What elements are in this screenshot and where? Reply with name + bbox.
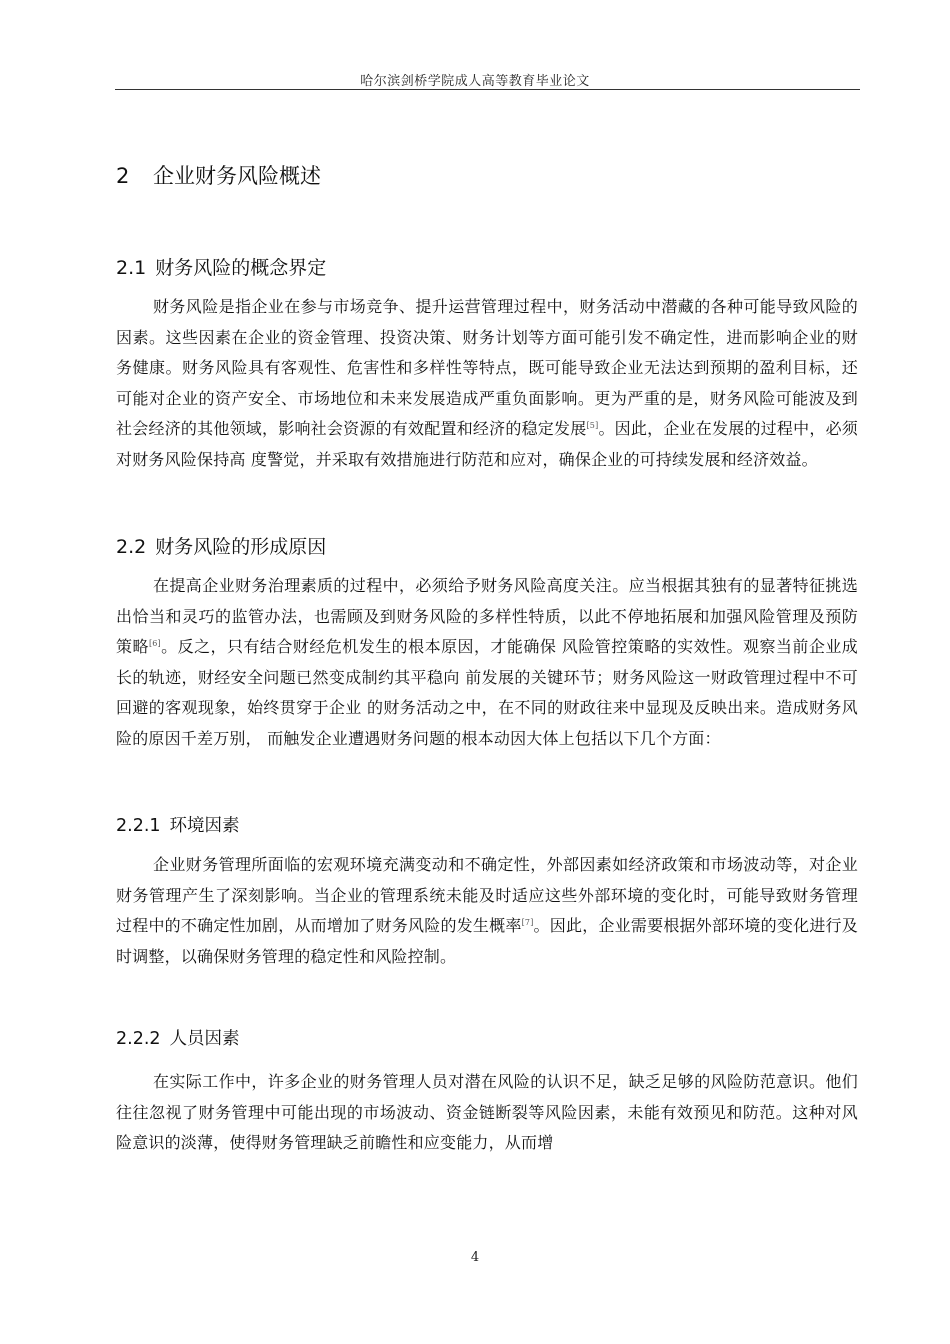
paragraph-2-1 bbox=[116, 292, 858, 476]
subsection-number: 2.2.1 bbox=[116, 816, 161, 836]
subsection-title: 人员因素 bbox=[169, 1029, 240, 1049]
paragraph-text: 在实际工作中，许多企业的财务管理人员对潜在风险的认识不足，缺乏足够的风险防范意识。他们往往忽视了财务管理中可能出现的市场波动、资金链断裂等风险因素，未能有效预见和防范。这种对风险意识的淡薄，使得财务管理缺乏前瞻性和应变能力，从而增 bbox=[116, 1072, 858, 1153]
chapter-number: 2 bbox=[116, 164, 130, 188]
subsection-number: 2.2.2 bbox=[116, 1029, 161, 1049]
subsection-title: 环境因素 bbox=[169, 816, 240, 836]
citation[interactable]: [5] bbox=[586, 421, 599, 431]
paragraph-text: 。因此，企业需要根据外部环境的变化进行及时调整，以确保财务管理的稳定性和风险控制。 bbox=[116, 916, 858, 966]
citation[interactable]: [6] bbox=[148, 639, 161, 649]
subsection-heading-2-2-2 bbox=[116, 1025, 858, 1050]
paragraph-text: 财务风险是指企业在参与市场竞争、提升运营管理过程中，财务活动中潜藏的各种可能导致风险的因素。这些因素在企业的资金管理、投资决策、财务计划等方面可能引发不确定性，进而影响企业的财务健康。财务风险具有客观性、危害性和多样性等特点，既可能导致企业无法达到预期的盈利目标，还可能对企业的资产安全、市场地位和未来发展造成严重负面影响。更为严重的是，财务风险可能波及到社会经济的其他领域，影响社会资源的有效配置和经济的稳定发展 bbox=[116, 297, 858, 439]
section-title: 财务风险的形成原因 bbox=[155, 536, 327, 558]
section-heading-2-2 bbox=[116, 532, 858, 559]
paragraph-text: 。因此，企业在发展的过程中，必须对财务风险保持高 度警觉，并采取有效措施进行防范和应对，确保企业的可持续发展和经济效益。 bbox=[116, 419, 858, 469]
paragraph-2-2-1 bbox=[116, 850, 858, 972]
section-heading-2-1 bbox=[116, 253, 858, 280]
page-number: 4 bbox=[470, 1250, 480, 1265]
section-number: 2.1 bbox=[116, 257, 147, 279]
section-number: 2.2 bbox=[116, 536, 147, 558]
subsection-heading-2-2-1 bbox=[116, 812, 858, 837]
paragraph-text: 在提高企业财务治理素质的过程中，必须给予财务风险高度关注。应当根据其独有的显著特征挑选出恰当和灵巧的监管办法，也需顾及到财务风险的多样性特质，以此不停地拓展和加强风险管理及预防策略 bbox=[116, 576, 858, 657]
paragraph-2-2-2 bbox=[116, 1067, 858, 1159]
paragraph-text: 企业财务管理所面临的宏观环境充满变动和不确定性，外部因素如经济政策和市场波动等，对企业财务管理产生了深刻影响。当企业的管理系统未能及时适应这些外部环境的变化时，可能导致财务管理过程中的不确定性加剧，从而增加了财务风险的发生概率 bbox=[116, 855, 858, 936]
citation[interactable]: [7] bbox=[521, 918, 534, 928]
section-title: 财务风险的概念界定 bbox=[155, 257, 327, 279]
header-rule bbox=[115, 89, 860, 90]
chapter-title: 企业财务风险概述 bbox=[153, 164, 321, 188]
paragraph-2-2 bbox=[116, 571, 858, 755]
running-header: 哈尔滨剑桥学院成人高等教育毕业论文 bbox=[360, 74, 590, 89]
paragraph-text: 。反之，只有结合财经危机发生的根本原因，才能确保 风险管控策略的实效性。观察当前企业成长的轨迹，财经安全问题已然变成制约其平稳向 前发展的关键环节；财务风险这一财政管理过程中不可回避的客观现象，始终贯穿于企业 的财务活动之中，在不同的财政往来中显现及反映出来。造成财务风险的原因千差万别， 而触发企业遭遇财务问题的根本动因大体上包括以下几个方面： bbox=[116, 637, 858, 748]
chapter-heading bbox=[116, 160, 858, 190]
